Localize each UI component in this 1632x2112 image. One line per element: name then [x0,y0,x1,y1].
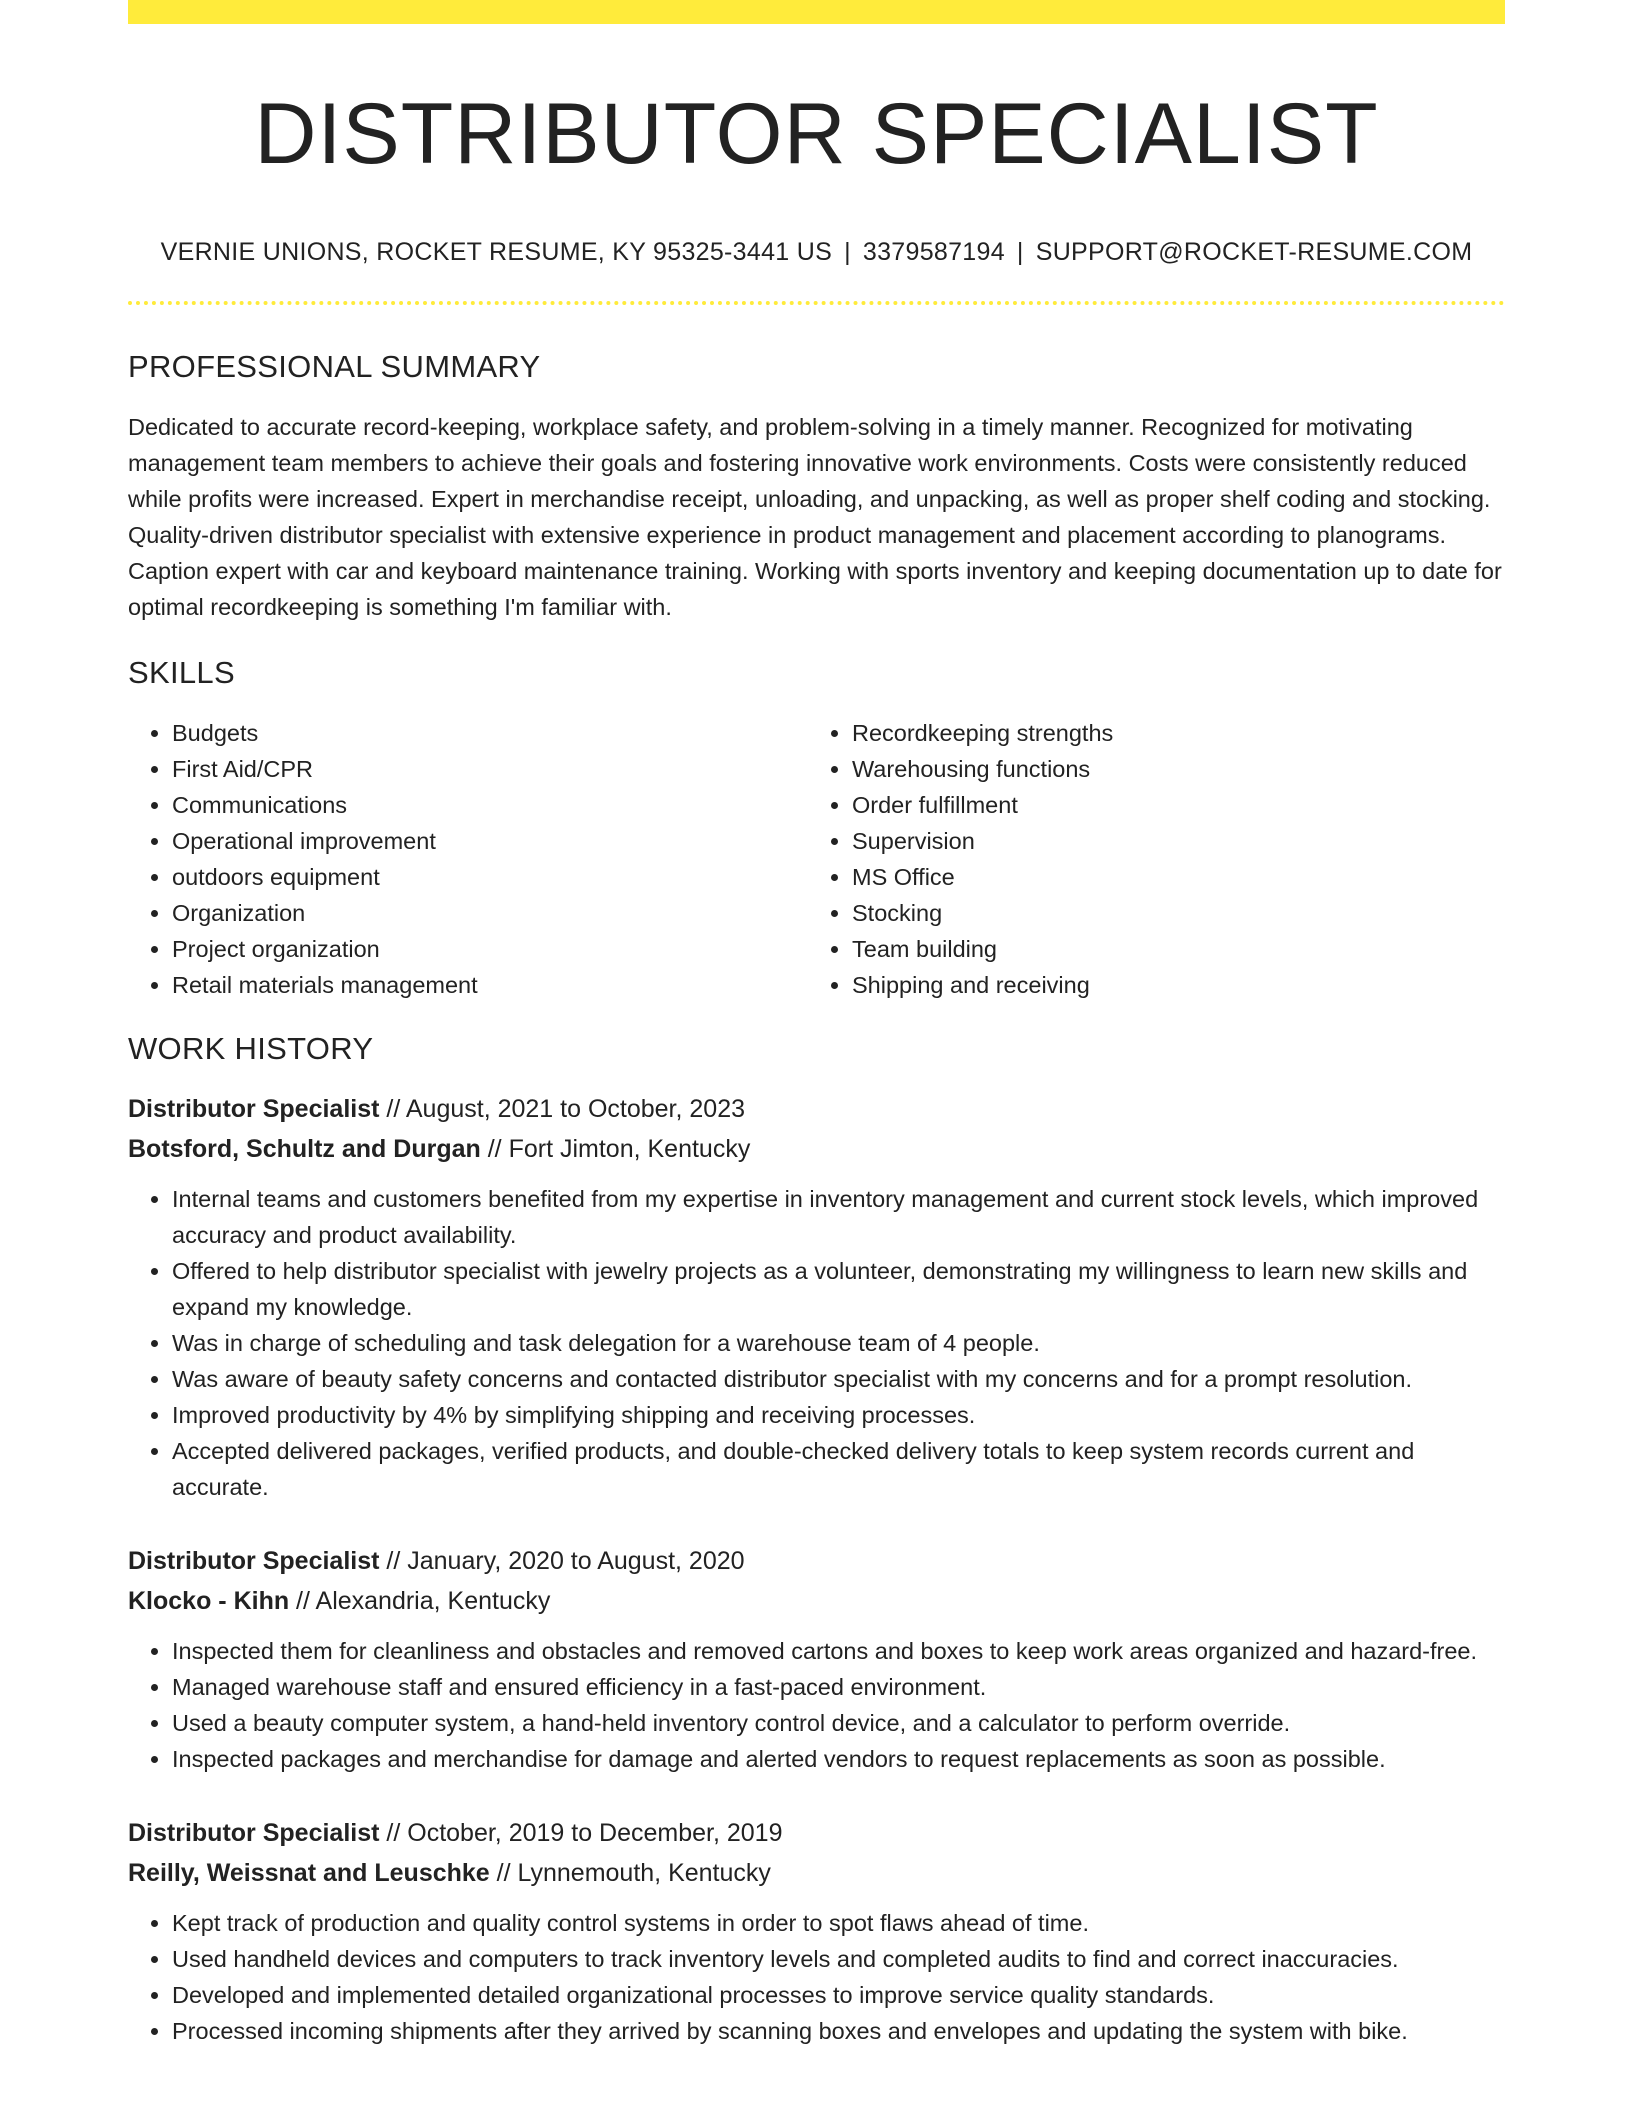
skills-column-right [806,715,1486,1003]
job-dates: October, 2019 to December, 2019 [407,1819,783,1847]
skill-item: • MS Office [852,859,1486,895]
job-separator: // [379,1547,408,1575]
summary-heading: PROFESSIONAL SUMMARY [128,349,541,384]
job-company: Reilly, Weissnat and Leuschke [128,1859,490,1887]
skill-item: • Supervision [852,823,1486,859]
job-separator: // [379,1095,406,1123]
job-bullet: • Processed incoming shipments after they arrived by scanning boxes and envelopes and updating the system with bike. [172,2013,1505,2049]
job-bullet: • Improved productivity by 4% by simplifying shipping and receiving processes. [172,1397,1505,1433]
job-separator: // [289,1587,316,1615]
skill-item: • Budgets [172,715,806,751]
job-bullets [128,1633,1505,1777]
skills-heading: SKILLS [128,655,235,690]
job-location: Fort Jimton, Kentucky [508,1135,751,1163]
skill-item: • outdoors equipment [172,859,806,895]
skills-column-left [128,715,806,1003]
job-entry [128,1541,1505,1777]
job-bullet: • Used a beauty computer system, a hand-held inventory control device, and a calculator to perform override. [172,1705,1505,1741]
summary-text: Dedicated to accurate record-keeping, workplace safety, and problem-solving in a timely manner. Recognized for motivating management team members to achieve their goals and fostering innovative work environments. Costs were consistently reduced while profits were increased. Expert in merchandise receipt, unloading, and unpacking, as well as proper shelf coding and stocking. Quality-driven distributor specialist with extensive experience in product management and placement according to planograms. Caption expert with car and keyboard maintenance training. Working with sports inventory and keeping documentation up to date for optimal recordkeeping is something I'm familiar with. [128,414,1502,620]
job-location: Alexandria, Kentucky [315,1587,551,1615]
work-history-heading: WORK HISTORY [128,1031,374,1066]
contact-separator: | [844,238,851,266]
skill-item: • Communications [172,787,806,823]
skill-item: • Retail materials management [172,967,806,1003]
job-role-line [128,1813,1505,1853]
skill-item: • Organization [172,895,806,931]
job-company: Botsford, Schultz and Durgan [128,1135,481,1163]
job-role-line [128,1089,1505,1129]
job-separator: // [489,1859,518,1887]
dotted-divider [128,301,1505,305]
skill-item: • Warehousing functions [852,751,1486,787]
job-bullet: • Offered to help distributor specialist with jewelry projects as a volunteer, demonstrating my willingness to learn new skills and expand my knowledge. [172,1253,1505,1325]
job-role: Distributor Specialist [128,1819,380,1847]
job-bullet: • Inspected them for cleanliness and obstacles and removed cartons and boxes to keep work areas organized and hazard-free. [172,1633,1505,1669]
job-bullet: • Kept track of production and quality control systems in order to spot flaws ahead of time. [172,1905,1505,1941]
job-company: Klocko - Kihn [128,1587,290,1615]
job-company-line [128,1853,1505,1893]
resume-content [128,24,1505,2049]
skill-item: • First Aid/CPR [172,751,806,787]
skill-item: • Order fulfillment [852,787,1486,823]
job-bullet: • Was in charge of scheduling and task delegation for a warehouse team of 4 people. [172,1325,1505,1361]
job-dates: January, 2020 to August, 2020 [407,1547,745,1575]
job-bullet: • Managed warehouse staff and ensured efficiency in a fast-paced environment. [172,1669,1505,1705]
resume-title: DISTRIBUTOR SPECIALIST [254,86,1379,182]
job-bullets [128,1905,1505,2049]
job-bullet: • Internal teams and customers benefited from my expertise in inventory management and current stock levels, which improved accuracy and product availability. [172,1181,1505,1253]
job-separator: // [480,1135,509,1163]
job-role: Distributor Specialist [128,1547,380,1575]
skills-list [128,715,1505,1003]
skill-item: • Recordkeeping strengths [852,715,1486,751]
skill-item: • Team building [852,931,1486,967]
job-bullet: • Inspected packages and merchandise for damage and alerted vendors to request replacements as soon as possible. [172,1741,1505,1777]
job-bullet: • Accepted delivered packages, verified products, and double-checked delivery totals to keep system records current and accurate. [172,1433,1505,1505]
job-company-line [128,1581,1505,1621]
job-entry [128,1089,1505,1505]
job-entry [128,1813,1505,2049]
job-bullet: • Used handheld devices and computers to track inventory levels and completed audits to find and correct inaccuracies. [172,1941,1505,1977]
skill-item: • Shipping and receiving [852,967,1486,1003]
skill-item: • Operational improvement [172,823,806,859]
contact-separator: | [1016,238,1024,266]
job-company-line [128,1129,1505,1169]
skill-item: • Project organization [172,931,806,967]
contact-phone: 3379587194 [862,238,1005,266]
contact-line [128,236,1505,268]
job-role: Distributor Specialist [128,1095,380,1123]
job-bullet: • Developed and implemented detailed organizational processes to improve service quality standards. [172,1977,1505,2013]
job-bullets [128,1181,1505,1505]
job-dates: August, 2021 to October, 2023 [405,1095,745,1123]
job-role-line [128,1541,1505,1581]
skill-item: • Stocking [852,895,1486,931]
contact-address: VERNIE UNIONS, ROCKET RESUME, KY 95325-3441 US [160,238,833,266]
accent-bar [128,0,1505,24]
contact-email: SUPPORT@ROCKET-RESUME.COM [1035,238,1473,266]
job-separator: // [379,1819,408,1847]
job-location: Lynnemouth, Kentucky [517,1859,771,1887]
job-bullet: • Was aware of beauty safety concerns and contacted distributor specialist with my concerns and for a prompt resolution. [172,1361,1505,1397]
